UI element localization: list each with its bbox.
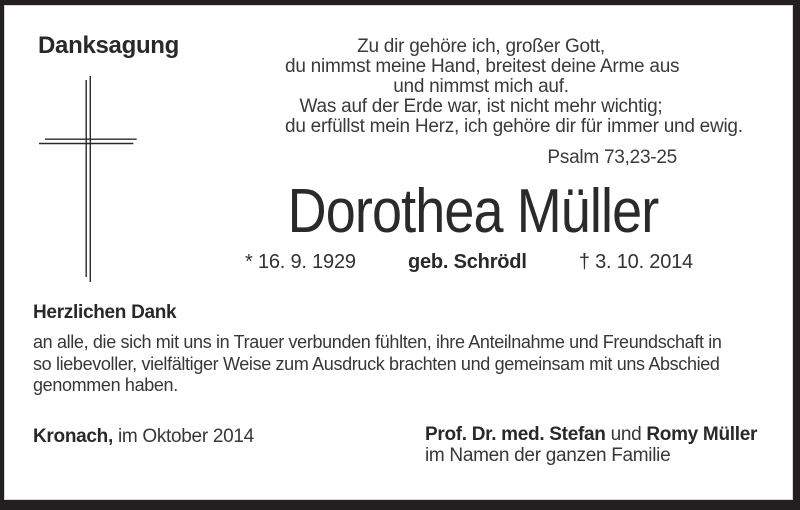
thanks-body-line: so liebevoller, vielfältiger Weise zum Ausdruck brachten und gemeinsam mit uns Abschied — [33, 353, 720, 374]
poem-line: Zu dir gehöre ich, großer Gott, — [357, 36, 605, 57]
place-label: Kronach, — [33, 426, 113, 447]
paper-edge-left — [4, 0, 5, 510]
maiden-name: geb. Schrödl — [407, 251, 527, 273]
page-title: Danksagung — [38, 32, 180, 59]
poem-line: du nimmst meine Hand, breitest deine Arme aus — [285, 56, 680, 77]
paper-edge-top — [0, 5, 800, 6]
mourner-name-2: Romy Müller — [646, 424, 758, 445]
mourner-name-1: Prof. Dr. med. Stefan — [425, 424, 606, 445]
frame-bottom-edge — [0, 500, 800, 510]
cross-icon — [38, 74, 142, 288]
place-date-line — [33, 426, 254, 447]
mourners-line — [425, 424, 757, 445]
date-label: im Oktober 2014 — [117, 426, 254, 447]
frame-right-edge — [793, 0, 800, 510]
frame-left-edge — [0, 0, 4, 510]
thanks-body-line: genommen haben. — [33, 375, 178, 395]
poem-line: du erfüllst mein Herz, ich gehöre dir für immer und ewig. — [285, 116, 743, 137]
mourners-block — [425, 424, 757, 466]
thanks-body — [33, 332, 722, 397]
poem-block — [285, 36, 743, 168]
poem-line: Was auf der Erde war, ist nicht mehr wichtig; — [299, 96, 663, 117]
birth-date: * 16. 9. 1929 — [245, 251, 356, 273]
frame-top-edge — [0, 0, 800, 5]
mourners-connector: und — [610, 424, 642, 445]
dates-row — [245, 252, 693, 272]
on-behalf-line: im Namen der ganzen Familie — [425, 445, 671, 466]
poem-line: und nimmst mich auf. — [393, 76, 569, 97]
psalm-attribution: Psalm 73,23-25 — [547, 147, 677, 168]
death-date: † 3. 10. 2014 — [578, 251, 693, 273]
thanks-heading: Herzlichen Dank — [33, 302, 177, 323]
thanks-body-line: an alle, die sich mit uns in Trauer verbunden fühlten, ihre Anteilnahme und Freundschaft in — [33, 332, 722, 352]
deceased-name: Dorothea Müller — [287, 177, 659, 246]
